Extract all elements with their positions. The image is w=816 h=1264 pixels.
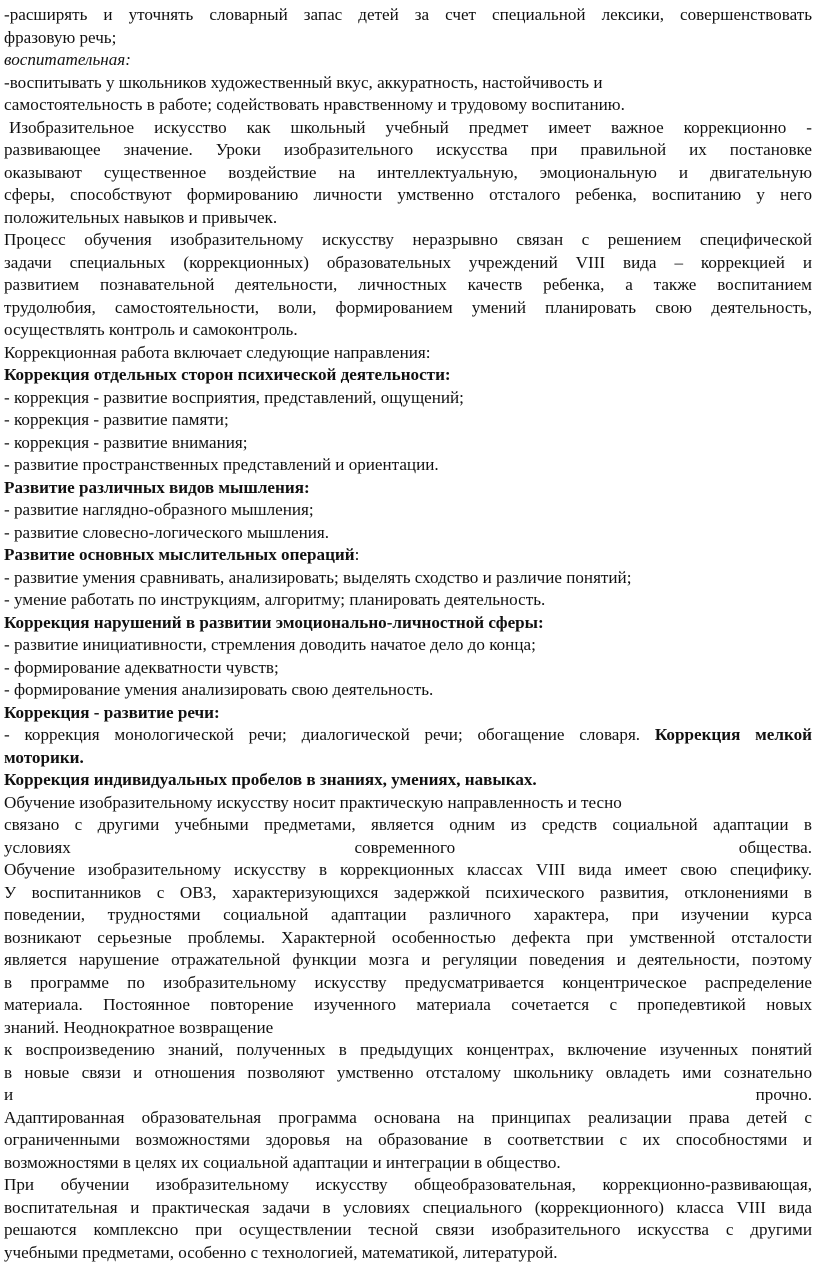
text-line: является нарушение отражательной функции мозга и регуляции поведения и деятельности, поэтому [4, 949, 812, 972]
text-line: воспитательная и практическая задачи в условиях специального (коррекционного) класса VIII вида [4, 1197, 812, 1220]
text-line: задачи специальных (коррекционных) образовательных учреждений VIII вида – коррекцией и [4, 252, 812, 275]
text-line: фразовую речь; [4, 27, 812, 50]
text-line: возникают серьезные проблемы. Характерной особенностью дефекта при умственной отсталости [4, 927, 812, 950]
section-heading [4, 544, 812, 567]
text-line: -воспитывать у школьников художественный вкус, аккуратность, настойчивость и [4, 72, 812, 95]
list-item: - развитие словесно-логического мышления. [4, 522, 812, 545]
list-item: - формирование адекватности чувств; [4, 657, 812, 680]
heading-colon: : [355, 545, 360, 564]
section-heading: Коррекция нарушений в развитии эмоционально-личностной сферы: [4, 612, 812, 635]
section-heading-text: Развитие основных мыслительных операций [4, 545, 355, 564]
text-line: осуществлять контроль и самоконтроль. [4, 319, 812, 342]
paragraph-first-line: Изобразительное искусство как школьный учебный предмет имеет важное коррекционно - [4, 117, 812, 140]
list-item: - развитие умения сравнивать, анализировать; выделять сходство и различие понятий; [4, 567, 812, 590]
list-item: - коррекция - развитие восприятия, представлений, ощущений; [4, 387, 812, 410]
text-line: У воспитанников с ОВЗ, характеризующихся задержкой психического развития, отклонениями в [4, 882, 812, 905]
list-item: - формирование умения анализировать свою деятельность. [4, 679, 812, 702]
section-heading: Коррекция отдельных сторон психической деятельности: [4, 364, 812, 387]
text-line: самостоятельность в работе; содействовать нравственному и трудовому воспитанию. [4, 94, 812, 117]
list-item: - развитие пространственных представлений и ориентации. [4, 454, 812, 477]
text-line: -расширять и уточнять словарный запас детей за счет специальной лексики, совершенствовать [4, 4, 812, 27]
section-heading: Развитие различных видов мышления: [4, 477, 812, 500]
list-item [4, 724, 812, 747]
section-heading: Коррекция - развитие речи: [4, 702, 812, 725]
section-heading-continuation: моторики. [4, 747, 812, 770]
text-line: Обучение изобразительному искусству носит практическую направленность и тесно [4, 792, 812, 815]
text-line: решаются комплексно при осуществлении тесной связи изобразительного искусства с другими [4, 1219, 812, 1242]
section-label: воспитательная: [4, 49, 812, 72]
text-line: трудолюбия, самостоятельности, воли, формированием умений планировать свою деятельность, [4, 297, 812, 320]
text-line: условиях современного общества. [4, 837, 812, 860]
text-line: развитием познавательной деятельности, личностных качеств ребенка, а также воспитанием [4, 274, 812, 297]
text-line: положительных навыков и привычек. [4, 207, 812, 230]
text-line: к воспроизведению знаний, полученных в предыдущих концентрах, включение изученных понятий [4, 1039, 812, 1062]
section-heading-inline: Коррекция мелкой [655, 725, 812, 744]
list-item-text: - коррекция монологической речи; диалогической речи; обогащение словаря. [4, 725, 640, 744]
text-line: учебными предметами, особенно с технологией, математикой, литературой. [4, 1242, 812, 1264]
list-item: - коррекция - развитие внимания; [4, 432, 812, 455]
paragraph-first-line: Обучение изобразительному искусству в коррекционных классах VIII вида имеет свою специфику. [4, 859, 812, 882]
text-line: оказывают существенное воздействие на интеллектуальную, эмоциональную и двигательную [4, 162, 812, 185]
text-line: знаний. Неоднократное возвращение [4, 1017, 812, 1040]
text-line: поведении, трудностями социальной адаптации различного характера, при изучении курса [4, 904, 812, 927]
paragraph-first-line: Адаптированная образовательная программа основана на принципах реализации права детей с [4, 1107, 812, 1130]
text-line: материала. Постоянное повторение изученного материала сочетается с пропедевтикой новых [4, 994, 812, 1017]
section-heading: Коррекция индивидуальных пробелов в знаниях, умениях, навыках. [4, 769, 812, 792]
text-line: связано с другими учебными предметами, является одним из средств социальной адаптации в [4, 814, 812, 837]
list-item: - развитие инициативности, стремления доводить начатое дело до конца; [4, 634, 812, 657]
list-item: - коррекция - развитие памяти; [4, 409, 812, 432]
text-line: Коррекционная работа включает следующие направления: [4, 342, 812, 365]
text-line: возможностями в целях их социальной адаптации и интеграции в общество. [4, 1152, 812, 1175]
text-line: и прочно. [4, 1084, 812, 1107]
list-item: - развитие наглядно-образного мышления; [4, 499, 812, 522]
text-line: развивающее значение. Уроки изобразительного искусства при правильной их постановке [4, 139, 812, 162]
list-item: - умение работать по инструкциям, алгоритму; планировать деятельность. [4, 589, 812, 612]
text-line: ограниченными возможностями здоровья на образование в соответствии с их способностями и [4, 1129, 812, 1152]
paragraph-first-line: Процесс обучения изобразительному искусству неразрывно связан с решением специфической [4, 229, 812, 252]
text-line: сферы, способствуют формированию личности умственно отсталого ребенка, воспитанию у него [4, 184, 812, 207]
text-line: в новые связи и отношения позволяют умственно отсталому школьнику овладеть ими сознательно [4, 1062, 812, 1085]
text-line: в программе по изобразительному искусству предусматривается концентрическое распределение [4, 972, 812, 995]
paragraph-first-line: При обучении изобразительному искусству общеобразовательная, коррекционно-развивающая, [4, 1174, 812, 1197]
